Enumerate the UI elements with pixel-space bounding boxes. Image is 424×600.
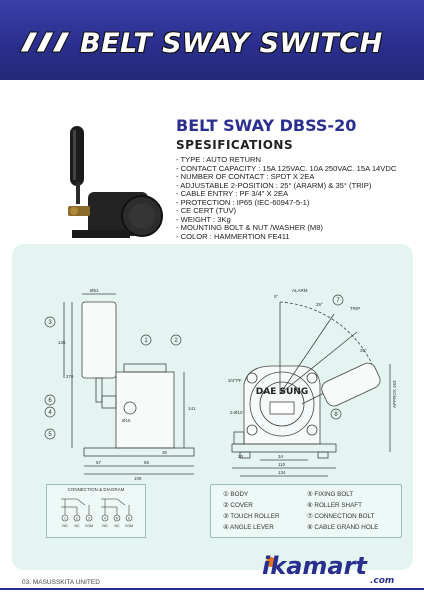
callout-2: 2 — [174, 338, 178, 344]
spec-item: - COLOR : HAMMERTION FE411 — [176, 231, 290, 241]
footer-divider — [0, 588, 424, 590]
legend-item: ⑥ ROLLER SHAFT — [307, 502, 362, 509]
brand-watermark: ikamart — [262, 552, 367, 580]
brand-logo-icon — [16, 28, 76, 54]
hole-label: 2-Ø10 — [230, 410, 243, 415]
spec-list — [176, 156, 396, 241]
dim-label: 109 — [134, 476, 142, 481]
product-photo — [58, 120, 168, 250]
terminal-label: NC — [114, 524, 120, 528]
spec-item: - NUMBER OF CONTACT : SPDT X 2EA — [176, 172, 315, 181]
approx-label: APPROX.163 — [392, 380, 397, 408]
spec-item: - MOUNTING BOLT & NUT /WASHER (M8) — [176, 223, 323, 232]
wiring-diagram — [46, 484, 146, 538]
callout-4: 4 — [48, 410, 52, 416]
spec-item: - WEIGHT : 3Kg — [176, 214, 231, 224]
fixing-bolt-outline — [102, 396, 116, 408]
dim-label: 25° — [316, 302, 323, 307]
terminal-number: 5 — [116, 516, 118, 521]
legend-item: ⑧ CABLE GRAND HOLE — [307, 524, 379, 531]
cable-label: 3/4"PF — [228, 378, 242, 383]
spec-item: - TYPE : AUTO RETURN — [176, 155, 261, 164]
brand-watermark-tld: .com — [370, 576, 395, 586]
dim-label: 110 — [278, 462, 286, 467]
callout-8: 8 — [334, 412, 338, 418]
legend-item: ⑦ CONNECTION BOLT — [307, 513, 375, 520]
terminal-number: 1 — [64, 516, 66, 521]
lever-shaft-outline — [96, 378, 102, 402]
terminal-label: NO — [102, 524, 108, 528]
callout-5: 5 — [48, 432, 52, 438]
terminal-number: 3 — [88, 516, 90, 521]
cover-top-outline — [124, 364, 166, 372]
terminal-label: NC — [74, 524, 80, 528]
legend-item: ⑤ FIXING BOLT — [307, 491, 354, 498]
wiring-schematic — [47, 485, 145, 537]
legend-item: ④ ANGLE LEVER — [223, 524, 274, 531]
spec-item: - CABLE ENTRY : PF 3/4" X 2EA — [176, 189, 289, 198]
lever-roller-outline — [82, 302, 116, 378]
footer-text: 03. MASUSSKITA UNITED — [22, 579, 100, 586]
dim-label: 35° — [360, 348, 367, 353]
swing-roller-outline — [319, 361, 383, 409]
front-base-outline — [232, 444, 336, 452]
spec-item: - CONTACT CAPACITY : 15A 125VAC. 10A 250VAC. 15A 14VDC — [176, 163, 397, 173]
callout-6: 6 — [48, 398, 52, 404]
spec-item: - PROTECTION : IP65 (IEC-60947-5-1) — [176, 197, 310, 207]
dim-label: 55 — [144, 460, 150, 465]
terminal-number: 4 — [104, 516, 106, 521]
dim-label: 34 — [278, 454, 284, 459]
trip-label: TRIP — [350, 306, 361, 311]
dim-label: 136 — [58, 340, 66, 345]
dim-label: 141 — [188, 406, 196, 411]
dim-label: 276 — [66, 374, 74, 379]
spec-item: - CE CERT (TUV) — [176, 206, 237, 215]
cover-text: DAE SUNG — [255, 387, 309, 397]
terminal-number: 6 — [128, 516, 130, 521]
legend-item: ③ TOUCH ROLLER — [223, 513, 280, 520]
header-banner — [0, 0, 424, 80]
dim-label: 0° — [274, 294, 279, 299]
banner-title: BELT SWAY SWITCH — [80, 28, 383, 59]
base-plate-outline — [84, 448, 194, 456]
dim-label: 20 — [238, 454, 244, 459]
dim-label: 134 — [278, 470, 286, 475]
legend-item: ② COVER — [223, 502, 253, 509]
alarm-label: ALARM — [292, 288, 308, 293]
callout-7: 7 — [336, 298, 340, 304]
wiring-title: CONNECTION & DIAGRAM — [67, 487, 125, 492]
dim-label: 35 — [162, 450, 168, 455]
dim-label: Ø15 — [122, 418, 131, 423]
callout-1: 1 — [144, 338, 148, 344]
legend-item: ① BODY — [223, 491, 249, 498]
terminal-number: 2 — [76, 516, 78, 521]
terminal-label: NO — [62, 524, 68, 528]
parts-legend — [210, 484, 402, 538]
callout-3: 3 — [48, 320, 52, 326]
product-model: BELT SWAY DBSS-20 — [176, 116, 357, 135]
dim-label: 57 — [96, 460, 102, 465]
dim-label: Ø51 — [90, 288, 99, 293]
spec-item: - ADJUSTABLE 2-POSITION : 25° (ARARM) & 35° (TRIP) — [176, 180, 372, 190]
terminal-label: COM — [84, 524, 94, 528]
spec-heading: SPESIFICATIONS — [176, 138, 294, 152]
terminal-label: COM — [124, 524, 134, 528]
